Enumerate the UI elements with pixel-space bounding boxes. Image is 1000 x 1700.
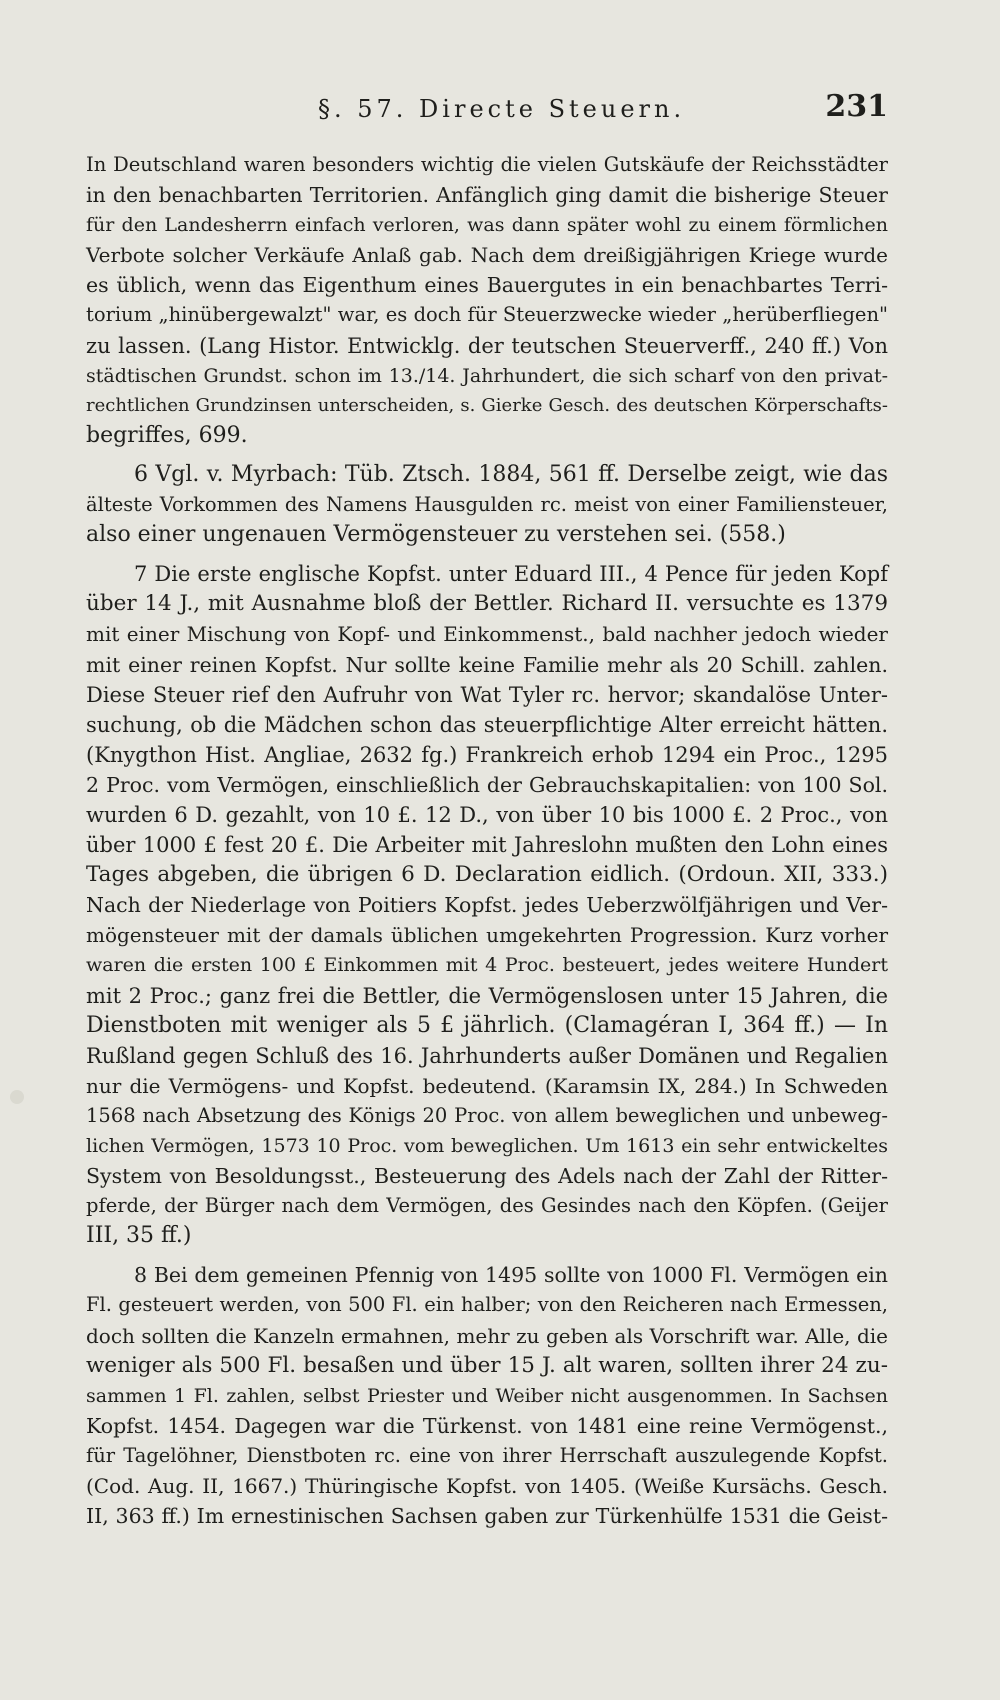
text-line: doch sollten die Kanzeln ermahnen, mehr zu geben als Vorschrift war. Alle, die [86,1323,888,1348]
page-number: 231 [825,89,888,124]
text-line: älteste Vorkommen des Namens Hausgulden rc. meist von einer Familiensteuer, [86,493,888,517]
text-line: 6 Vgl. v. Myrbach: Tüb. Ztsch. 1884, 561 ff. Derselbe zeigt, wie das [134,461,888,487]
text-line: 8 Bei dem gemeinen Pfennig von 1495 sollte von 1000 Fl. Vermögen ein [134,1263,888,1288]
text-line: mit einer Mischung von Kopf- und Einkommenst., bald nachher jedoch wieder [86,622,888,647]
text-line: weniger als 500 Fl. besaßen und über 15 J. alt waren, sollten ihrer 24 zu- [86,1352,888,1378]
text-line: 2 Proc. vom Vermögen, einschließlich der Gebrauchskapitalien: von 100 Sol. [86,772,888,797]
text-line: III, 35 ff.) [86,1223,192,1249]
text-line: In Deutschland waren besonders wichtig die vielen Gutskäufe der Reichsstädter [86,153,888,176]
text-line: suchung, ob die Mädchen schon das steuerpflichtige Alter erreicht hätten. [86,712,888,737]
text-line: pferde, der Bürger nach dem Vermögen, des Gesindes nach den Köpfen. (Geijer [86,1194,888,1218]
text-line: 7 Die erste englische Kopfst. unter Eduard III., 4 Pence für jeden Kopf [134,562,888,587]
text-line: waren die ersten 100 £ Einkommen mit 4 Proc. besteuert, jedes weitere Hundert [86,954,888,977]
text-line: (Knygthon Hist. Angliae, 2632 fg.) Frankreich erhob 1294 ein Proc., 1295 [86,742,888,767]
text-line: Diese Steuer rief den Aufruhr von Wat Tyler rc. hervor; skandalöse Unter- [86,682,888,707]
text-line: Nach der Niederlage von Poitiers Kopfst. jedes Ueberzwölfjährigen und Ver- [86,893,888,918]
text-line: sammen 1 Fl. zahlen, selbst Priester und Weiber nicht ausgenommen. In Sachsen [86,1384,888,1407]
text-block [86,150,888,1540]
text-line: Verbote solcher Verkäufe Anlaß gab. Nach dem dreißigjährigen Kriege wurde [86,243,888,268]
text-line: rechtlichen Grundzinsen unterscheiden, s. Gierke Gesch. des deutschen Körperschafts- [86,394,888,416]
text-line: für Tagelöhner, Dienstboten rc. eine von ihrer Herrschaft auszulegende Kopfst. [86,1443,888,1467]
text-line: lichen Vermögen, 1573 10 Proc. vom beweglichen. Um 1613 ein sehr entwickeltes [86,1135,888,1157]
footnote-7 [86,559,888,1251]
text-line: städtischen Grundst. schon im 13./14. Jahrhundert, die sich scharf von den privat- [86,364,888,387]
text-line: torium „hinübergewalzt" war, es doch für Steuerzwecke wieder „herüberfliegen" [86,303,888,327]
text-line: es üblich, wenn das Eigenthum eines Bauergutes in ein benachbartes Terri- [86,273,888,298]
text-line: (Cod. Aug. II, 1667.) Thüringische Kopfst. von 1405. (Weiße Kursächs. Gesch. [86,1474,888,1499]
text-line: mit einer reinen Kopfst. Nur sollte keine Familie mehr als 20 Schill. zahlen. [86,652,888,677]
text-line: System von Besoldungsst., Besteuerung des Adels nach der Zahl der Ritter- [86,1164,888,1189]
footnote-8 [86,1260,888,1531]
paragraph-continued [86,150,888,451]
text-line: mit 2 Proc.; ganz frei die Bettler, die Vermögenslosen unter 15 Jahren, die [86,983,888,1008]
text-line: Tages abgeben, die übrigen 6 D. Declaration eidlich. (Ordoun. XII, 333.) [86,862,888,888]
text-line: mögensteuer mit der damals üblichen umgekehrten Progression. Kurz vorher [86,923,888,948]
text-line: Rußland gegen Schluß des 16. Jahrhunderts außer Domänen und Regalien [86,1043,888,1068]
text-line: begriffes, 699. [86,422,248,448]
text-line: zu lassen. (Lang Histor. Entwicklg. der teutschen Steuerverff., 240 ff.) Von [86,333,888,358]
text-line: nur die Vermögens- und Kopfst. bedeutend. (Karamsin IX, 284.) In Schweden [86,1073,888,1098]
text-line: für den Landesherrn einfach verloren, was dann später wohl zu einem förmlichen [86,214,888,237]
text-line: über 14 J., mit Ausnahme bloß der Bettler. Richard II. versuchte es 1379 [86,591,888,617]
footnote-6 [86,460,888,550]
text-line: Kopfst. 1454. Dagegen war die Türkenst. von 1481 eine reine Vermögenst., [86,1413,888,1438]
page-header [0,89,1000,126]
running-title: §. 57. Directe Steuern. [318,95,686,123]
text-line: 1568 nach Absetzung des Königs 20 Proc. von allem beweglichen und unbeweg- [86,1103,888,1127]
text-line: über 1000 £ fest 20 £. Die Arbeiter mit Jahreslohn mußten den Lohn eines [86,833,888,858]
text-line: Dienstboten mit weniger als 5 £ jährlich. (Clamagéran I, 364 ff.) — In [86,1012,888,1038]
text-line: also einer ungenauen Vermögensteuer zu verstehen sei. (558.) [86,522,786,548]
page-stain [10,1090,24,1104]
text-line: II, 363 ff.) Im ernestinischen Sachsen gaben zur Türkenhülfe 1531 die Geist- [86,1504,888,1529]
text-line: in den benachbarten Territorien. Anfänglich ging damit die bisherige Steuer [86,183,888,208]
text-line: Fl. gesteuert werden, von 500 Fl. ein halber; von den Reicheren nach Ermessen, [86,1293,888,1317]
text-line: wurden 6 D. gezahlt, von 10 £. 12 D., von über 10 bis 1000 £. 2 Proc., von [86,802,888,827]
